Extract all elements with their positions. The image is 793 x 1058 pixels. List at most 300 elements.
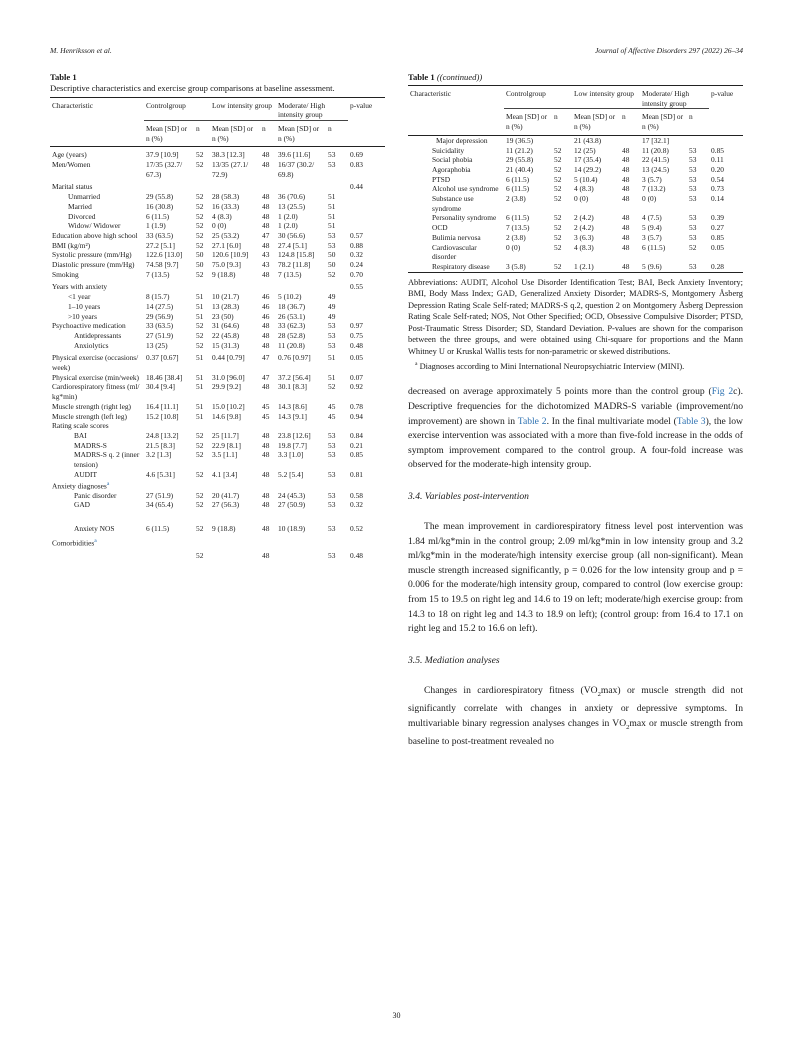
moderate-value: 37.2 [56.4] — [278, 372, 311, 382]
header-mean: Mean [SD] or n (%) — [572, 109, 620, 135]
table-title-continued: Table 1 ((continued)) — [408, 72, 483, 82]
control-n: 52 — [196, 524, 204, 534]
header-n: n — [260, 120, 276, 146]
low-value: 9 (18.8) — [212, 524, 236, 534]
low-value: 12 (25) — [574, 145, 596, 155]
table-row — [408, 194, 743, 213]
low-n: 46 — [262, 311, 270, 321]
table-footnote — [408, 359, 743, 372]
moderate-value: 3.3 [1.0] — [278, 450, 304, 460]
page-number: 30 — [392, 1011, 401, 1020]
row-label: Psychoactive medication — [52, 321, 126, 331]
table-row — [408, 155, 743, 165]
control-value: 27.2 [5.1] — [146, 240, 175, 250]
moderate-value — [276, 548, 326, 561]
table-caption: Descriptive characteristics and exercise group comparisons at baseline assessment. — [50, 83, 335, 93]
moderate-n: 53 — [328, 321, 336, 331]
low-value: 25 (53.2) — [212, 230, 240, 240]
table-row — [50, 548, 385, 561]
control-value: 6 (11.5) — [146, 211, 170, 221]
low-value: 13/35 (27.1/ 72.9) — [212, 160, 249, 179]
header-mod: Moderate/ High intensity group — [278, 100, 326, 120]
p-value: 0.05 — [711, 242, 724, 252]
table-abbreviations: Abbreviations: AUDIT, Alcohol Use Disorder Identification Test; BAI, Beck Anxiety Inventory; BMI, Body Mass Index; GAD, Generalized Anxiety Disorder; MADRS-S, Montgomery Åsberg Depression Rating Scale Self-rated; MADRS-S q.2, question 2 on Montgomery Åsberg Depression Rating Scale Self-rated; NOS, Not Other Specified; OCD, Obsessive Compulsive Disorder; PTSD, Post-Traumatic Stress Disorder; SD, Standard Deviation. P-values are shown for the comparison between the three groups, and were obtained using Chi-square for proportions and the Mann Whitney U or Kruskal Wallis tests for non-parametric or skewed distributions. — [408, 277, 743, 356]
p-value: 0.54 — [711, 174, 724, 184]
control-n: 52 — [554, 242, 562, 252]
control-n: 52 — [554, 232, 562, 242]
low-n: 48 — [622, 261, 630, 271]
footnote-ref: a — [106, 480, 110, 487]
p-value: 0.39 — [711, 213, 724, 223]
control-value: 30.4 [9.4] — [146, 382, 175, 392]
control-value: 21 (40.4) — [506, 164, 534, 174]
p-value: 0.48 — [350, 550, 363, 560]
control-n — [552, 135, 572, 145]
table-row — [408, 262, 743, 272]
moderate-value: 30.1 [8.3] — [278, 382, 307, 392]
control-n: 51 — [196, 382, 204, 392]
row-label: Suicidality — [432, 145, 465, 155]
control-n: 52 — [196, 550, 204, 560]
moderate-value: 23.8 [12.6] — [278, 431, 311, 440]
p-value: 0.58 — [350, 490, 363, 500]
control-n: 51 — [196, 411, 204, 421]
table-row — [50, 147, 385, 160]
low-value: 120.6 [10.9] — [212, 250, 249, 260]
control-n: 52 — [196, 201, 204, 211]
header-n: n — [194, 120, 210, 146]
moderate-value: 17 [32.1] — [642, 135, 670, 145]
control-value: 3.2 [1.3] — [146, 450, 172, 460]
control-n: 52 — [554, 155, 562, 165]
control-value: 13 (25) — [146, 340, 168, 350]
table-link[interactable]: Table 3 — [676, 415, 706, 427]
control-n: 52 — [196, 330, 204, 340]
row-label: PTSD — [432, 174, 451, 184]
header-mod: Moderate/ High intensity group — [642, 89, 690, 108]
moderate-n: 52 — [689, 242, 697, 252]
header-low: Low intensity group — [212, 100, 272, 110]
p-value: 0.14 — [711, 194, 724, 204]
p-value — [709, 135, 743, 145]
control-n: 51 — [196, 353, 204, 363]
control-n — [194, 480, 210, 491]
control-n: 51 — [196, 372, 204, 382]
low-n — [260, 279, 276, 292]
low-value: 16 (33.3) — [212, 201, 240, 211]
low-value: 29.9 [9.2] — [212, 382, 241, 392]
control-value: 24.8 [13.2] — [146, 431, 179, 440]
table-row — [50, 341, 385, 351]
control-n: 52 — [554, 223, 562, 233]
control-n: 52 — [196, 269, 204, 279]
low-n: 48 — [262, 340, 270, 350]
moderate-n: 53 — [328, 160, 336, 170]
moderate-n: 53 — [689, 261, 697, 271]
low-value: 21 (43.8) — [574, 135, 602, 145]
control-value: 8 (15.7) — [146, 292, 170, 302]
moderate-value: 3 (5.7) — [642, 174, 662, 184]
row-label: Divorced — [68, 211, 96, 221]
table-row — [50, 241, 385, 251]
low-value: 38.3 [12.3] — [212, 150, 245, 160]
low-value: 31 (64.6) — [212, 321, 240, 331]
table-row — [50, 192, 385, 202]
moderate-value — [276, 534, 326, 548]
moderate-n — [326, 534, 348, 548]
control-value: 1 (1.9) — [146, 221, 166, 231]
control-value: 27 (51.9) — [146, 490, 174, 500]
p-value: 0.07 — [350, 372, 363, 382]
moderate-n — [326, 421, 348, 431]
moderate-value: 14.3 [8.6] — [278, 401, 307, 411]
low-value: 9 (18.8) — [212, 269, 236, 279]
p-value: 0.57 — [350, 230, 363, 240]
control-n: 52 — [196, 500, 204, 510]
control-n: 52 — [196, 211, 204, 221]
row-label: BMI (kg/m²) — [52, 240, 91, 250]
table-title-label: Table 1 — [408, 72, 435, 82]
table-row — [50, 321, 385, 331]
header-p: p-value — [350, 100, 373, 110]
control-value: 3 (5.8) — [506, 261, 526, 271]
p-value: 0.32 — [350, 250, 363, 260]
row-label: Substance use syndrome — [432, 194, 474, 213]
p-value: 0.27 — [711, 223, 724, 233]
moderate-value: 11 (20.8) — [642, 145, 669, 155]
moderate-n: 53 — [689, 174, 697, 184]
moderate-value: 0 (0) — [642, 194, 657, 204]
header-mean: Mean [SD] or n (%) — [276, 120, 326, 146]
low-n: 48 — [262, 440, 270, 450]
p-value — [348, 221, 385, 231]
low-value: 27 (56.3) — [212, 500, 240, 510]
row-label: Respiratory disease — [432, 261, 490, 271]
p-value — [348, 212, 385, 222]
header-low: Low intensity group — [574, 89, 634, 98]
moderate-n — [326, 279, 348, 292]
low-value: 31.0 [96.0] — [212, 372, 245, 382]
header-p: p-value — [711, 89, 734, 98]
row-label: Men/Women — [52, 160, 91, 170]
header-n: n — [620, 109, 640, 135]
row-label: Education above high school — [52, 230, 138, 240]
row-label: Bulimia nervosa — [432, 232, 481, 242]
row-label — [50, 548, 144, 561]
table-row — [50, 279, 385, 292]
control-value: 0 (0) — [506, 242, 521, 252]
footnote-mark: a — [415, 361, 418, 368]
row-label: Smoking — [52, 269, 79, 279]
moderate-n: 53 — [689, 184, 697, 194]
paragraph-post-intervention: The mean improvement in cardiorespiratory fitness level post intervention was 1.84 ml/kg*min in the control group; 2.09 ml/kg*min in low intensity group and 3.2 ml/kg*min in the moderate/high intensity exercise group (all non-significant). Mean muscle strength increased significantly, p = 0.026 for the low intensity group and p = 0.006 for the moderate/high intensity group, compared to control (low exercise group: from 15 to 19.5 on right leg and 14.6 to 19 on left; moderate/high exercise group: from 14.3 to 18 on right leg and 14.3 to 18.9 on left); (control group: from 16.4 to 17.1 on right leg and 15.2 to 16.6 on left). — [408, 521, 743, 635]
low-value: 75.0 [9.3] — [212, 260, 241, 270]
moderate-n: 51 — [328, 192, 336, 202]
moderate-value — [276, 279, 326, 292]
row-label: OCD — [432, 223, 448, 233]
p-value: 0.70 — [350, 269, 363, 279]
low-n — [260, 179, 276, 192]
header-control: Controlgroup — [146, 100, 186, 110]
table-row — [408, 243, 743, 262]
p-value: 0.28 — [711, 261, 724, 271]
low-value — [210, 279, 260, 292]
control-value: 16.4 [11.1] — [146, 401, 179, 411]
row-label: Cardiovascular disorder — [432, 242, 477, 262]
moderate-value: 27 (50.9) — [278, 500, 306, 510]
p-value: 0.75 — [350, 330, 363, 340]
table-row — [408, 184, 743, 194]
moderate-value: 36 (70.6) — [278, 192, 306, 202]
row-label: Panic disorder — [74, 490, 117, 500]
control-value: 122.6 [13.0] — [146, 250, 183, 260]
table-row — [50, 510, 385, 534]
row-label: Antidepressants — [74, 330, 122, 340]
low-n: 48 — [262, 221, 270, 231]
header-mean: Mean [SD] or n (%) — [210, 120, 260, 146]
moderate-value: 28 (52.8) — [278, 330, 306, 340]
table-row — [50, 402, 385, 412]
low-n: 48 — [262, 431, 270, 440]
moderate-value: 26 (53.1) — [278, 311, 306, 321]
p-value — [348, 534, 385, 548]
table-row — [50, 270, 385, 280]
low-n: 48 — [262, 201, 270, 211]
low-value: 3 (6.3) — [574, 232, 594, 242]
control-value — [144, 179, 194, 192]
moderate-n: 53 — [328, 469, 336, 479]
control-n: 51 — [196, 292, 204, 302]
moderate-n: 53 — [689, 213, 697, 223]
left-column — [50, 72, 385, 561]
control-value: 0.37 [0.67] — [146, 353, 179, 363]
moderate-n: 51 — [328, 211, 336, 221]
control-value: 33 (63.5) — [146, 321, 174, 331]
table-row — [408, 175, 743, 185]
p-value: 0.83 — [350, 160, 363, 170]
control-n: 52 — [196, 440, 204, 450]
table-link[interactable]: Table 2 — [517, 415, 547, 427]
table-row — [50, 312, 385, 322]
figure-link[interactable]: Fig 2 — [711, 386, 734, 398]
p-value: 0.21 — [350, 440, 363, 450]
control-n: 52 — [554, 145, 562, 155]
low-value: 4 (8.3) — [574, 242, 594, 252]
low-n: 48 — [262, 192, 270, 202]
low-value — [210, 179, 260, 192]
control-n — [194, 279, 210, 292]
low-n: 48 — [622, 184, 630, 194]
row-label: Unmarried — [68, 192, 101, 202]
low-n: 48 — [622, 164, 630, 174]
control-n: 52 — [196, 221, 204, 231]
low-n: 48 — [262, 330, 270, 340]
table-row — [50, 491, 385, 501]
control-n: 52 — [196, 160, 204, 170]
moderate-value: 7 (13.5) — [278, 269, 302, 279]
moderate-n: 53 — [689, 155, 697, 165]
moderate-n: 53 — [328, 490, 336, 500]
low-value: 2 (4.2) — [574, 223, 594, 233]
low-n: 48 — [262, 490, 270, 500]
low-value: 15 (31.3) — [212, 340, 240, 350]
row-label: Agoraphobia — [432, 164, 471, 174]
table-row — [50, 373, 385, 383]
moderate-n: 53 — [328, 524, 336, 534]
p-value — [348, 312, 385, 322]
row-label: Marital status — [52, 182, 93, 192]
control-value — [144, 480, 194, 491]
row-label: MADRS-S q. 2 (inner tension) — [74, 450, 140, 470]
control-value: 33 (63.5) — [146, 230, 174, 240]
row-label: Muscle strength (left leg) — [52, 411, 127, 421]
low-value: 4.1 [3.4] — [212, 469, 238, 479]
control-value: 18.46 [38.4] — [146, 372, 183, 382]
low-n: 45 — [262, 401, 270, 411]
moderate-n: 50 — [328, 260, 336, 270]
table-row — [50, 421, 385, 431]
control-value: 2 (3.8) — [506, 194, 526, 204]
low-n: 47 — [262, 230, 270, 240]
control-n: 52 — [554, 184, 562, 194]
low-n: 48 — [262, 240, 270, 250]
moderate-value: 24 (45.3) — [278, 490, 306, 500]
row-label: Systolic pressure (mm/Hg) — [52, 250, 132, 260]
row-label: Muscle strength (right leg) — [52, 401, 132, 411]
low-n: 43 — [262, 260, 270, 270]
table-title: Table 1 — [50, 72, 77, 82]
moderate-n: 45 — [328, 411, 336, 421]
low-value — [210, 421, 260, 431]
low-n: 45 — [262, 411, 270, 421]
table-title-continued-label: (continued) — [439, 72, 480, 82]
low-n: 48 — [262, 524, 270, 534]
moderate-n: 53 — [328, 500, 336, 510]
control-n: 50 — [196, 250, 204, 260]
p-value: 0.88 — [350, 240, 363, 250]
control-value: 74.58 [9.7] — [146, 260, 179, 270]
moderate-n: 53 — [328, 550, 336, 560]
p-value: 0.05 — [350, 353, 363, 363]
low-n: 48 — [622, 232, 630, 242]
low-n: 48 — [622, 242, 630, 252]
header-n: n — [326, 120, 348, 146]
control-value: 21.5 [8.3] — [146, 440, 175, 450]
table-row — [50, 179, 385, 192]
moderate-n — [687, 135, 709, 145]
p-value: 0.24 — [350, 260, 363, 270]
row-label: Social phobia — [432, 155, 473, 165]
moderate-value: 5 (9.4) — [642, 223, 662, 233]
low-value: 17 (35.4) — [574, 155, 602, 165]
p-value: 0.69 — [350, 150, 363, 160]
moderate-n: 49 — [328, 311, 336, 321]
low-n: 48 — [262, 211, 270, 221]
moderate-n: 53 — [328, 431, 336, 440]
header-mean: Mean [SD] or n (%) — [504, 109, 552, 135]
row-label: Comorbidities$^a$ — [52, 537, 97, 548]
footnote-ref: a — [94, 537, 97, 544]
control-n: 52 — [196, 490, 204, 500]
table-row — [50, 331, 385, 341]
row-label: 1–10 years — [68, 301, 101, 311]
running-header-right: Journal of Affective Disorders 297 (2022) 26–34 — [594, 46, 743, 55]
p-value: 0.85 — [711, 145, 724, 155]
table-row — [50, 292, 385, 302]
moderate-n: 53 — [689, 145, 697, 155]
header-mean: Mean [SD] or n (%) — [640, 109, 687, 135]
control-n: 52 — [196, 340, 204, 350]
table-row — [50, 202, 385, 212]
moderate-value — [276, 179, 326, 192]
moderate-n: 49 — [328, 301, 336, 311]
control-n: 50 — [196, 260, 204, 270]
moderate-n: 53 — [689, 223, 697, 233]
moderate-n: 53 — [328, 440, 336, 450]
moderate-value: 14.3 [9.1] — [278, 411, 307, 421]
low-value: 4 (8.3) — [574, 184, 594, 194]
control-n: 52 — [196, 150, 204, 160]
low-n: 46 — [262, 301, 270, 311]
moderate-n: 53 — [328, 450, 336, 460]
low-value — [210, 480, 260, 491]
low-n: 48 — [622, 194, 630, 204]
table-row — [408, 146, 743, 156]
control-n: 52 — [196, 321, 204, 331]
low-n: 48 — [262, 269, 270, 279]
paragraph-mediation: Changes in cardiorespiratory fitness $(VO_2\max)$ or muscle strength did not significantly correlate with changes in anxiety or depressive symptoms. In multivariable binary regression analyses changes in $VO_2\max$ or muscle strength from baseline to post-treatment revealed no — [408, 684, 743, 748]
low-value: 28 (58.3) — [212, 192, 240, 202]
table-row — [50, 480, 385, 491]
row-label: >10 years — [68, 311, 97, 321]
table-body — [50, 147, 385, 561]
control-n: 51 — [196, 301, 204, 311]
table-row — [50, 470, 385, 480]
table-row — [50, 441, 385, 451]
low-value: 25 [11.7] — [212, 431, 239, 440]
table-row — [50, 221, 385, 231]
p-value: 0.92 — [350, 382, 363, 392]
table-row — [50, 231, 385, 241]
control-n: 51 — [196, 401, 204, 411]
row-label: Diastolic pressure (mm/Hg) — [52, 260, 135, 270]
low-n: 48 — [262, 150, 270, 160]
control-value: 16 (30.8) — [146, 201, 174, 211]
moderate-n: 51 — [328, 353, 336, 363]
table-row — [50, 212, 385, 222]
low-n: 48 — [262, 160, 270, 170]
row-label: <1 year — [68, 292, 91, 302]
control-n: 52 — [196, 230, 204, 240]
moderate-value: 124.8 [15.8] — [278, 250, 315, 260]
moderate-n: 53 — [689, 194, 697, 204]
row-label: Cardiorespiratory fitness (ml/ kg*min) — [52, 382, 140, 402]
moderate-n: 49 — [328, 292, 336, 302]
moderate-value: 11 (20.8) — [278, 340, 305, 350]
control-value: 6 (11.5) — [506, 213, 530, 223]
moderate-n: 51 — [328, 221, 336, 231]
p-value — [348, 302, 385, 312]
moderate-n: 53 — [328, 330, 336, 340]
control-n — [194, 421, 210, 431]
moderate-value: 30 (56.6) — [278, 230, 306, 240]
low-value: 13 (28.3) — [212, 301, 240, 311]
control-value: 17/35 (32.7/ 67.3) — [146, 160, 183, 179]
table-row — [408, 233, 743, 243]
control-n: 52 — [196, 469, 204, 479]
moderate-value: 5 (10.2) — [278, 292, 302, 302]
table-row — [50, 450, 385, 469]
